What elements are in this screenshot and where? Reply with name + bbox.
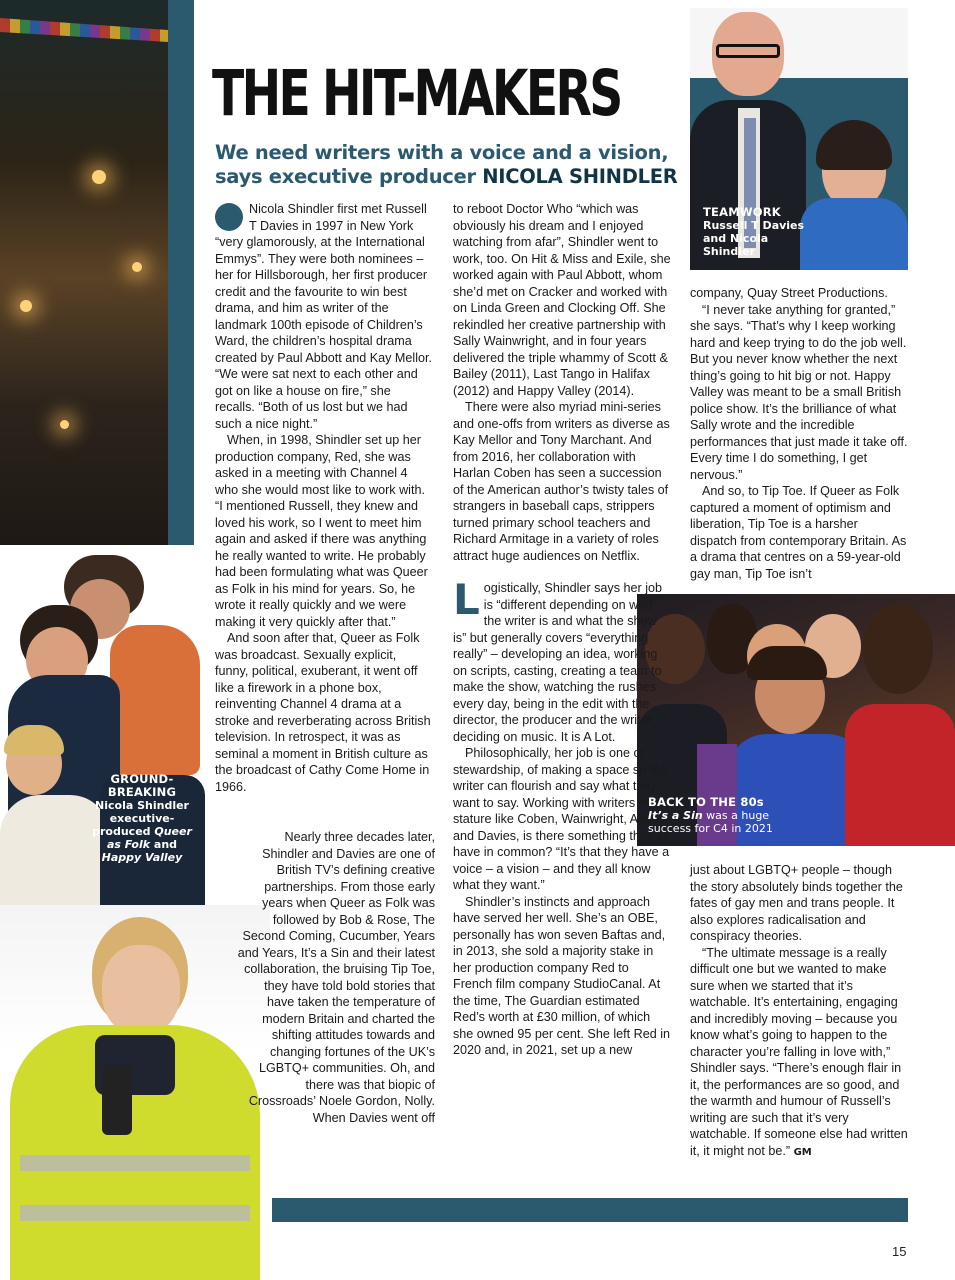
happy-valley-photo: [0, 905, 270, 1280]
caption-show: Queer as Folk: [106, 825, 192, 851]
caption-text: Nicola Shindler executive-produced: [92, 799, 189, 838]
article-column-3: [690, 285, 908, 582]
article-start-dot: [215, 203, 243, 231]
paragraph: Shindler’s instincts and approach have served her well. She’s an OBE, personally has won seven Baftas and, in 2013, she sold a majority stake in her production company Red to French film company StudioCanal. At the time, The Guardian estimated Red’s worth at £30 million, of which she owned 95 per cent. She left Red in 2020 and, in 2021, set up a new: [453, 894, 671, 1057]
paragraph: When Davies went off: [312, 1110, 435, 1125]
standfirst-name: NICOLA SHINDLER: [482, 165, 678, 188]
street-lamp: [20, 300, 32, 312]
caption-title: BACK TO THE 80s: [648, 795, 764, 809]
page-number: 15: [892, 1244, 907, 1259]
caption-title: GROUND-BREAKING: [107, 772, 177, 799]
caption-show: It’s a Sin: [648, 809, 703, 822]
drop-cap: L: [453, 575, 480, 624]
caption-and: and: [150, 838, 178, 851]
teal-footer-bar: [272, 1198, 908, 1222]
street-lamp: [92, 170, 106, 184]
groundbreaking-caption: [90, 773, 194, 864]
paragraph: [690, 945, 908, 1162]
paragraph: Nearly three decades later, Shindler and Davies are one of British TV’s defining creative partnerships. From those early years when Queer as Folk was followed by Bob & Rose, The Second Coming, Cucumber, Years and Years, It’s a Sin and their latest collaboration, the bruising Tip Toe, they have told bold stories that have taken the temperature of modern Britain and charted the shifting attitudes towards and changing fortunes of the UK’s LGBTQ+ communities. Oh, and there was that biopic of Crossroads’ Noele Gordon, Nolly.: [237, 830, 435, 1108]
paragraph-text: “The ultimate message is a really difficult one but we wanted to make sure when we started that it’s watchable. It’s entertaining, engaging and incredibly moving – because you know what’s going to happen to the character you’re falling in love with,” Shindler says. “There’s enough flair in it, the performances are so good, and the warmth and humour of Russell’s writing are such that it’s very watchable. If someone else had written it, it might not be.”: [690, 945, 908, 1158]
caption-text: was a huge success for C4 in 2021: [648, 809, 773, 835]
article-column-2: [453, 201, 671, 1059]
street-lamp: [60, 420, 69, 429]
paragraph: Philosophically, her job is one of stewardship, of making a space so the writer can flourish and say what they want to say. Working with writers of stature like Coben, Wainwright, Abbott and Davies, is there something they all have in common? “It’s that they have a voice – a vision – and they all know what they want.”: [453, 746, 670, 892]
article-column-1-lower: [235, 829, 435, 1126]
caption-show: Happy Valley: [101, 851, 183, 864]
headline: THE HIT-MAKERS: [212, 57, 621, 130]
paragraph: And soon after that, Queer as Folk was broadcast. Sexually explicit, funny, political, exuberant, it went off like a firework in a phone box, reinventing Channel 4 drama at a stroke and reverberating across British television. In retrospect, it was as seminal a moment in British culture as the broadcast of Cathy Come Home in 1966.: [215, 631, 431, 794]
paragraph: ogistically, Shindler says her job is “different depending on who the writer is and what the show is” but generally covers “everything really” – developing an idea, working on scripts, casting, creating a team to make the show, watching the rushes every day, being in the edit with the director, the producer and the writer, deciding on music. It is A Lot.: [453, 581, 663, 744]
caption-text: Russell T Davies and Nicola Shindler: [703, 219, 805, 258]
standfirst-lead: We need writers with a voice and a vision, says executive producer: [215, 141, 669, 188]
paragraph: just about LGBTQ+ people – though the story absolutely binds together the fates of gay men and trans people. It also explores radicalisation and conspiracy theories.: [690, 863, 903, 943]
paragraph: There were also myriad mini-series and one-offs from writers as diverse as Kay Mellor and Tony Marchant. And from 2016, her collaboration with Harlan Coben has seen a succession of the American author’s twisty tales of strangers in baseball caps, strippers turned primary school teachers and Richard Armitage in a variety of roles attract huge audiences on Netflix.: [453, 400, 670, 563]
paragraph: Nicola Shindler first met Russell T Davies in 1997 in New York “very glamorously, at the International Emmys”. They were both nominees – her for Hillsborough, her first producer credit and the favourite to win best drama, and him as writer of the landmark 100th episode of Children’s Ward, the children’s hospital drama created by Paul Abbott and Kay Mellor. “We were sat next to each other and got on like a house on fire,” she recalls. “Both of us lost but we had such a nice night.”: [215, 202, 433, 431]
teamwork-caption: [703, 206, 813, 258]
street-lamp: [132, 262, 142, 272]
teal-accent-bar: [168, 0, 194, 578]
article-column-3-lower: [690, 862, 908, 1161]
standfirst: [215, 141, 685, 189]
article-column-1: [215, 201, 433, 795]
paragraph: to reboot Doctor Who “which was obviously his dream and I enjoyed watching from afar”, Shindler went to work, too. On Hit & Miss and Exile, she worked again with Paul Abbott, whom she’d met on Cracker and worked with on Linda Green and Clocking Off. She rekindled her creative partnership with Sally Wainwright, and in four years delivered the triple whammy of Scott & Bailey (2011), Last Tango in Halifax (2012) and Happy Valley (2014).: [453, 202, 671, 398]
paragraph: “I never take anything for granted,” she says. “That’s why I keep working hard and keep trying to do the job well. But you never know whether the next thing’s going to hit big or not. Happy Valley was meant to be a small British police show. It’s the brilliance of what Sally wrote and the incredible performances that just made it take off. Every time I do something, I get nervous.”: [690, 302, 908, 482]
street-night-photo: [0, 0, 168, 578]
paragraph: company, Quay Street Productions.: [690, 286, 888, 300]
caption-title: TEAMWORK: [703, 205, 781, 219]
queer-as-folk-photo: [0, 545, 205, 925]
paragraph: When, in 1998, Shindler set up her production company, Red, she was asked in a meeting with Channel 4 who she would most like to work with. “I mentioned Russell, they knew and loved his work, so I went to meet him again and asked if there was anything he really wanted to write. He probably had been formulating what was Queer as Folk in his mind for years. So, he wrote it really quickly and we were making it very quickly after that.”: [215, 433, 428, 629]
author-signoff: GM: [793, 1146, 812, 1158]
bunting-flags: [0, 18, 168, 58]
its-a-sin-caption: [648, 796, 798, 835]
paragraph: And so, to Tip Toe. If Queer as Folk captured a moment of optimism and liberation, Tip Toe is a harsher dispatch from contemporary Britain. As a drama that centres on a 59-year-old gay man, Tip Toe isn’t: [690, 484, 907, 581]
